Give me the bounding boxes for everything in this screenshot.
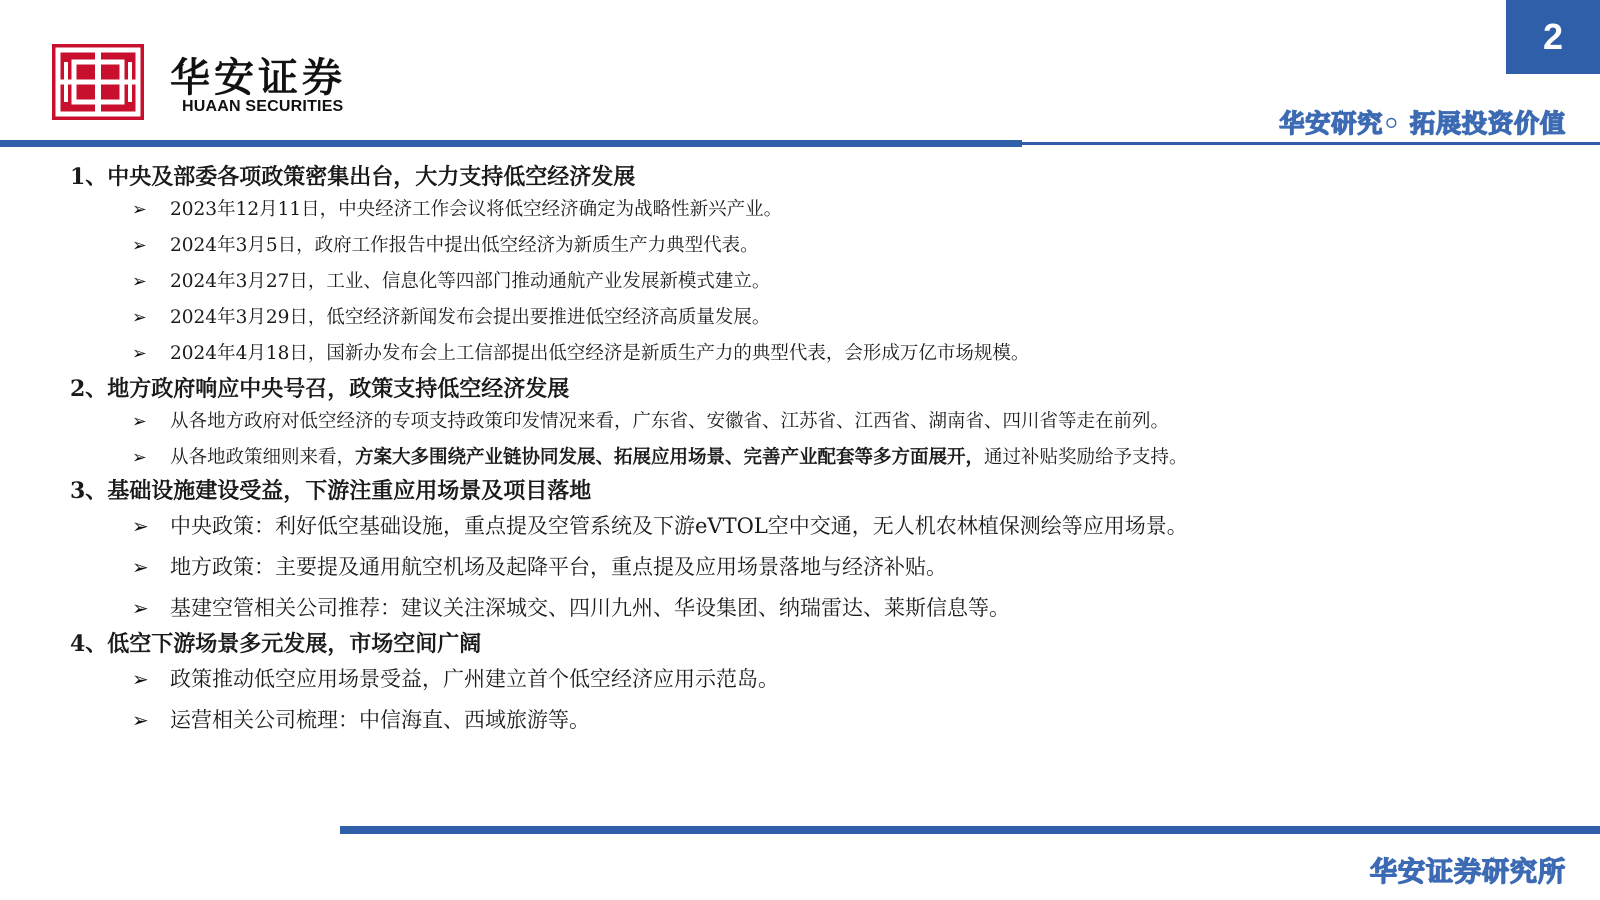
- list-item: ➢ 中央政策：利好低空基础设施，重点提及空管系统及下游eVTOL空中交通，无人机农林植保测绘等应用场景。: [132, 506, 1570, 547]
- arrow-right-icon: ➢: [132, 272, 147, 292]
- section-heading-1: 1、中央及部委各项政策密集出台，大力支持低空经济发展: [70, 164, 636, 190]
- section-2-list: [132, 404, 1570, 476]
- list-item: ➢ 运营相关公司梳理：中信海直、西域旅游等。: [132, 700, 1570, 741]
- header-tagline: 华安研究• 拓展投资价值: [1279, 109, 1566, 138]
- arrow-right-icon: ➢: [132, 514, 149, 538]
- list-item: ➢ 2024年3月27日，工业、信息化等四部门推动通航产业发展新模式建立。: [132, 264, 1570, 300]
- section-heading-4: 4、低空下游场景多元发展，市场空间广阔: [70, 631, 482, 657]
- arrow-right-icon: ➢: [132, 412, 147, 432]
- arrow-right-icon: ➢: [132, 708, 149, 732]
- arrow-right-icon: ➢: [132, 667, 149, 691]
- list-item: ➢ 政策推动低空应用场景受益，广州建立首个低空经济应用示范岛。: [132, 659, 1570, 700]
- list-item: ➢ 从各地方政府对低空经济的专项支持政策印发情况来看，广东省、安徽省、江苏省、江西省、湖南省、四川省等走在前列。: [132, 404, 1570, 440]
- list-item: ➢ 从各地政策细则来看， 方案大多围绕产业链协同发展、拓展应用场景、完善产业配套等多方面展开， 通过补贴奖励给予支持。: [132, 440, 1570, 476]
- arrow-right-icon: ➢: [132, 344, 147, 364]
- slide-content: [70, 160, 1570, 741]
- list-item: ➢ 基建空管相关公司推荐：建议关注深城交、四川九州、华设集团、纳瑞雷达、莱斯信息等。: [132, 588, 1570, 629]
- section-3-list: [132, 506, 1570, 629]
- arrow-right-icon: ➢: [132, 448, 147, 468]
- arrow-right-icon: ➢: [132, 596, 149, 620]
- arrow-right-icon: ➢: [132, 308, 147, 328]
- section-heading-3: 3、基础设施建设受益，下游注重应用场景及项目落地: [70, 478, 592, 504]
- company-logo: [52, 44, 144, 120]
- page-number: 2: [1506, 0, 1600, 74]
- brand-name-cn: 华安证券: [170, 54, 346, 101]
- footer-rule: [340, 826, 1600, 834]
- list-item: ➢ 2024年3月29日，低空经济新闻发布会提出要推进低空经济高质量发展。: [132, 300, 1570, 336]
- arrow-right-icon: ➢: [132, 555, 149, 579]
- section-4-list: [132, 659, 1570, 741]
- list-item: ➢ 2024年3月5日，政府工作报告中提出低空经济为新质生产力典型代表。: [132, 228, 1570, 264]
- list-item: ➢ 2024年4月18日，国新办发布会上工信部提出低空经济是新质生产力的典型代表，会形成万亿市场规模。: [132, 336, 1570, 372]
- list-item: ➢ 2023年12月11日，中央经济工作会议将低空经济确定为战略性新兴产业。: [132, 192, 1570, 228]
- list-item: ➢ 地方政策：主要提及通用航空机场及起降平台，重点提及应用场景落地与经济补贴。: [132, 547, 1570, 588]
- section-1-list: [132, 192, 1570, 372]
- header-rule-thick: [0, 140, 1022, 147]
- section-heading-2: 2、地方政府响应中央号召，政策支持低空经济发展: [70, 376, 570, 402]
- brand-name-en: HUAAN SECURITIES: [182, 98, 344, 115]
- header-rule-thin: [1022, 142, 1600, 145]
- arrow-right-icon: ➢: [132, 200, 147, 220]
- footer-text: 华安证券研究所: [1370, 857, 1566, 888]
- arrow-right-icon: ➢: [132, 236, 147, 256]
- emphasis-text: 方案大多围绕产业链协同发展、拓展应用场景、完善产业配套等多方面展开，: [355, 447, 985, 468]
